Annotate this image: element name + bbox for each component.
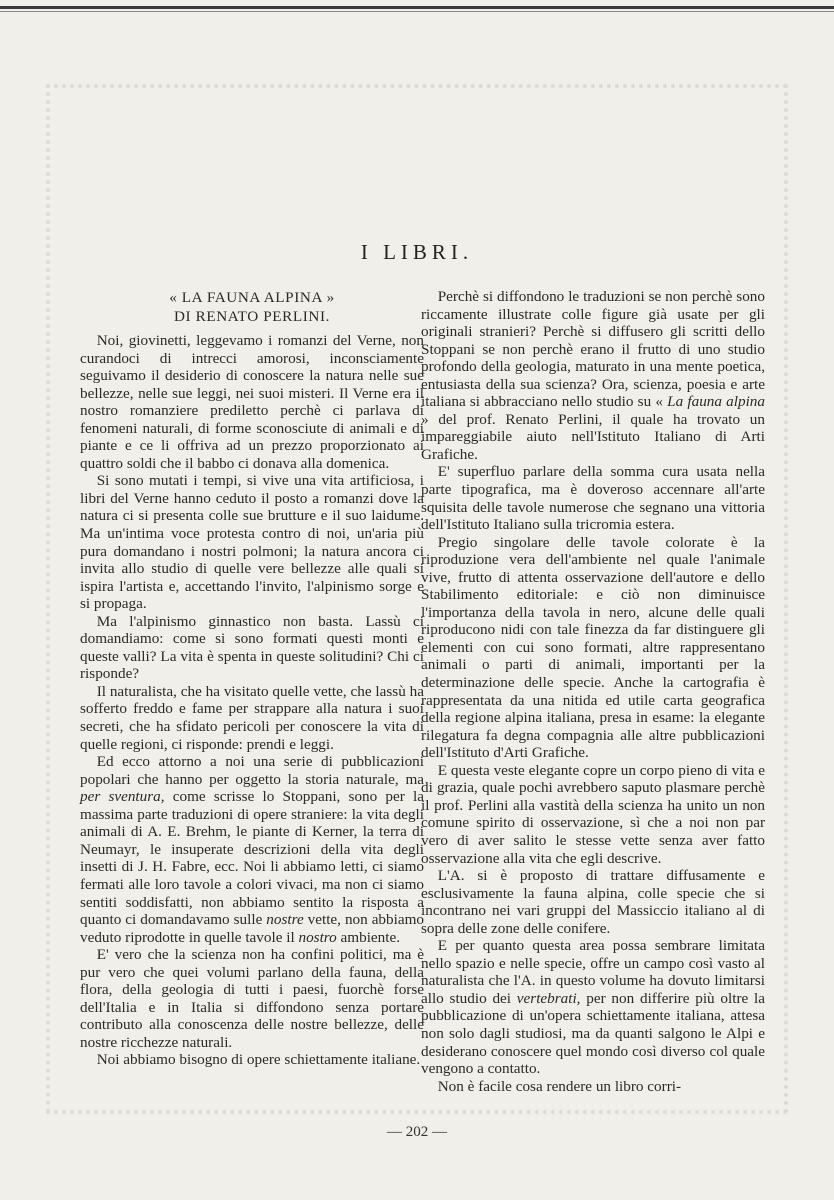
italic-phrase: per sventura, xyxy=(80,788,165,806)
paragraph: Ma l'alpinismo ginnastico non basta. Lassù ci domandiamo: come si sono formati questi monti e queste valli? La vita è spenta in queste solitudini? Chi ci risponde? xyxy=(80,612,424,683)
italic-word: vertebrati, xyxy=(516,989,581,1007)
paragraph: Noi, giovinetti, leggevamo i romanzi del Verne, non curandoci di intrecci amorosi, inconsciamente seguivamo il desiderio di conoscere la natura nelle sue bellezze, nelle sue leggi, nei suoi misteri. Il Verne era il nostro romanziere prediletto perchè ci parlava di fenomeni naturali, di forme sconosciute di animali e di piante e ce li offriva ad un prezzo proporzionato ai quattro soldi che il babbo ci donava alla domenica. xyxy=(80,332,424,472)
paragraph: Il naturalista, che ha visitato quelle vette, che lassù ha sofferto freddo e fame per strappare alla natura i suoi secreti, che ha sfidato pericoli per conoscere la vita di quelle regioni, ci risponde: prendi e leggi. xyxy=(80,682,424,753)
italic-word: nostre xyxy=(266,911,304,929)
paragraph: Ed ecco attorno a noi una serie di pubblicazioni popolari che hanno per oggetto la storia naturale, ma per sventura, come scrisse lo Stoppani, sono per la massima parte traduzioni di opere straniere: la vita degli animali di A. E. Brehm, le piante di Kerner, la terra di Neumayr, le insuperate descrizioni della vita degli insetti di J. H. Fabre, ecc. Noi li abbiamo letti, ci siamo fermati alle loro tavole a colori vivaci, ma non ci siamo sentiti soddisfatti, non abbiamo sentito la risposta a quanto ci domandavamo sulle nostre vette, non abbiamo veduto riprodotte in quelle tavole il nostro ambiente. xyxy=(80,753,424,946)
left-column xyxy=(80,288,424,1069)
italic-title: La fauna alpina xyxy=(667,393,765,411)
top-edge-rule-thin xyxy=(0,11,834,12)
paragraph: E per quanto questa area possa sembrare limitata nello spazio e nelle specie, offre un campo così vasto al naturalista che l'A. in questo volume ha dovuto limitarsi allo studio dei vertebrati, per non differire più oltre la pubblicazione di un'opera schiettamente italiana, attesa non solo dagli studiosi, ma da quanti salgono le Alpi e desiderano conoscere quel mondo così diverso col quale vengono a contatto. xyxy=(421,937,765,1078)
paragraph: E questa veste elegante copre un corpo pieno di vita e di grazia, quale pochi avrebbero saputo plasmare perchè il prof. Perlini alla vastità della scienza ha unito un non comune spirito di osservazione, sì che a noi non par vero di aver salito le stesse vette senza aver fatto osservazione alla vita che egli descrive. xyxy=(421,761,765,867)
section-title: I LIBRI. xyxy=(360,240,474,264)
article-heading-line-1: « LA FAUNA ALPINA » xyxy=(169,289,335,306)
paragraph: Si sono mutati i tempi, si vive una vita artificiosa, i libri del Verne hanno ceduto il posto a romanzi dove la natura ci si presenta colle sue brutture e il suo laidume. Ma un'intima voce protesta contro di noi, un'aria più pura domandano i nostri polmoni; la natura ancora ci invita allo studio di quelle vere bellezze alle quali si ispira l'artista e, accettando l'invito, l'alpinismo sorge e si propaga. xyxy=(80,472,424,613)
top-edge-rule xyxy=(0,6,834,9)
paragraph: Non è facile cosa rendere un libro corri- xyxy=(437,1077,682,1095)
paragraph: L'A. si è proposto di trattare diffusamente e esclusivamente la fauna alpina, colle specie che si incontrano nei vari gruppi del Massiccio italiano al di sopra delle zone delle conifere. xyxy=(421,867,765,937)
paragraph: Noi abbiamo bisogno di opere schiettamente italiane. xyxy=(96,1051,421,1069)
right-column xyxy=(421,288,765,1095)
paragraph: E' superfluo parlare della somma cura usata nella parte tipografica, ma è doveroso accennare all'arte squisita delle tavole numerose che segnano una vittoria dell'Istituto Italiano sulla tricromia estera. xyxy=(421,463,765,534)
paragraph: E' vero che la scienza non ha confini politici, ma è pur vero che quei volumi parlano della fauna, della flora, della geologia di tutti i paesi, fuorchè forse dell'Italia e in Italia si diffondono senza portare contributo alla conoscenza delle nostre bellezze, delle nostre ricchezze naturali. xyxy=(80,946,424,1051)
paragraph: Pregio singolare delle tavole colorate è la riproduzione vera dell'ambiente nel quale l'animale vive, frutto di attenta osservazione dell'autore e dello Stabilimento editoriale: e ciò non diminuisce l'importanza della tavola in nero, alcune delle quali riproducono nidi con tale finezza da far distinguere gli elementi con cui sono formati, altre rappresentano animali o parti di animali, importanti per la determinazione delle specie. Anche la cartografia è rappresentata da una nitida ed utile carta geografica della regione alpina italiana, presa in esame: la elegante rilegatura fa degna compagnia alle altre pubblicazioni dell'Istituto d'Arti Grafiche. xyxy=(421,533,765,762)
page-number: — 202 — xyxy=(387,1124,447,1140)
italic-word: nostro xyxy=(298,928,337,946)
article-heading-line-2: DI RENATO PERLINI. xyxy=(173,308,331,325)
paragraph: Perchè si diffondono le traduzioni se non perchè sono riccamente illustrate colle figure già usate per gli originali stranieri? Perchè si diffusero gli scritti dello Stoppani se non perchè erano il frutto di uno studio profondo della geologia, maturato in una mente poetica, entusiasta della sua scienza? Ora, scienza, poesia e arte italiana si abbracciano nello studio su « La fauna alpina » del prof. Renato Perlini, il quale ha trovato un impareggiabile aiuto nell'Istituto Italiano di Arti Grafiche. xyxy=(421,288,765,463)
article-heading xyxy=(80,288,424,326)
